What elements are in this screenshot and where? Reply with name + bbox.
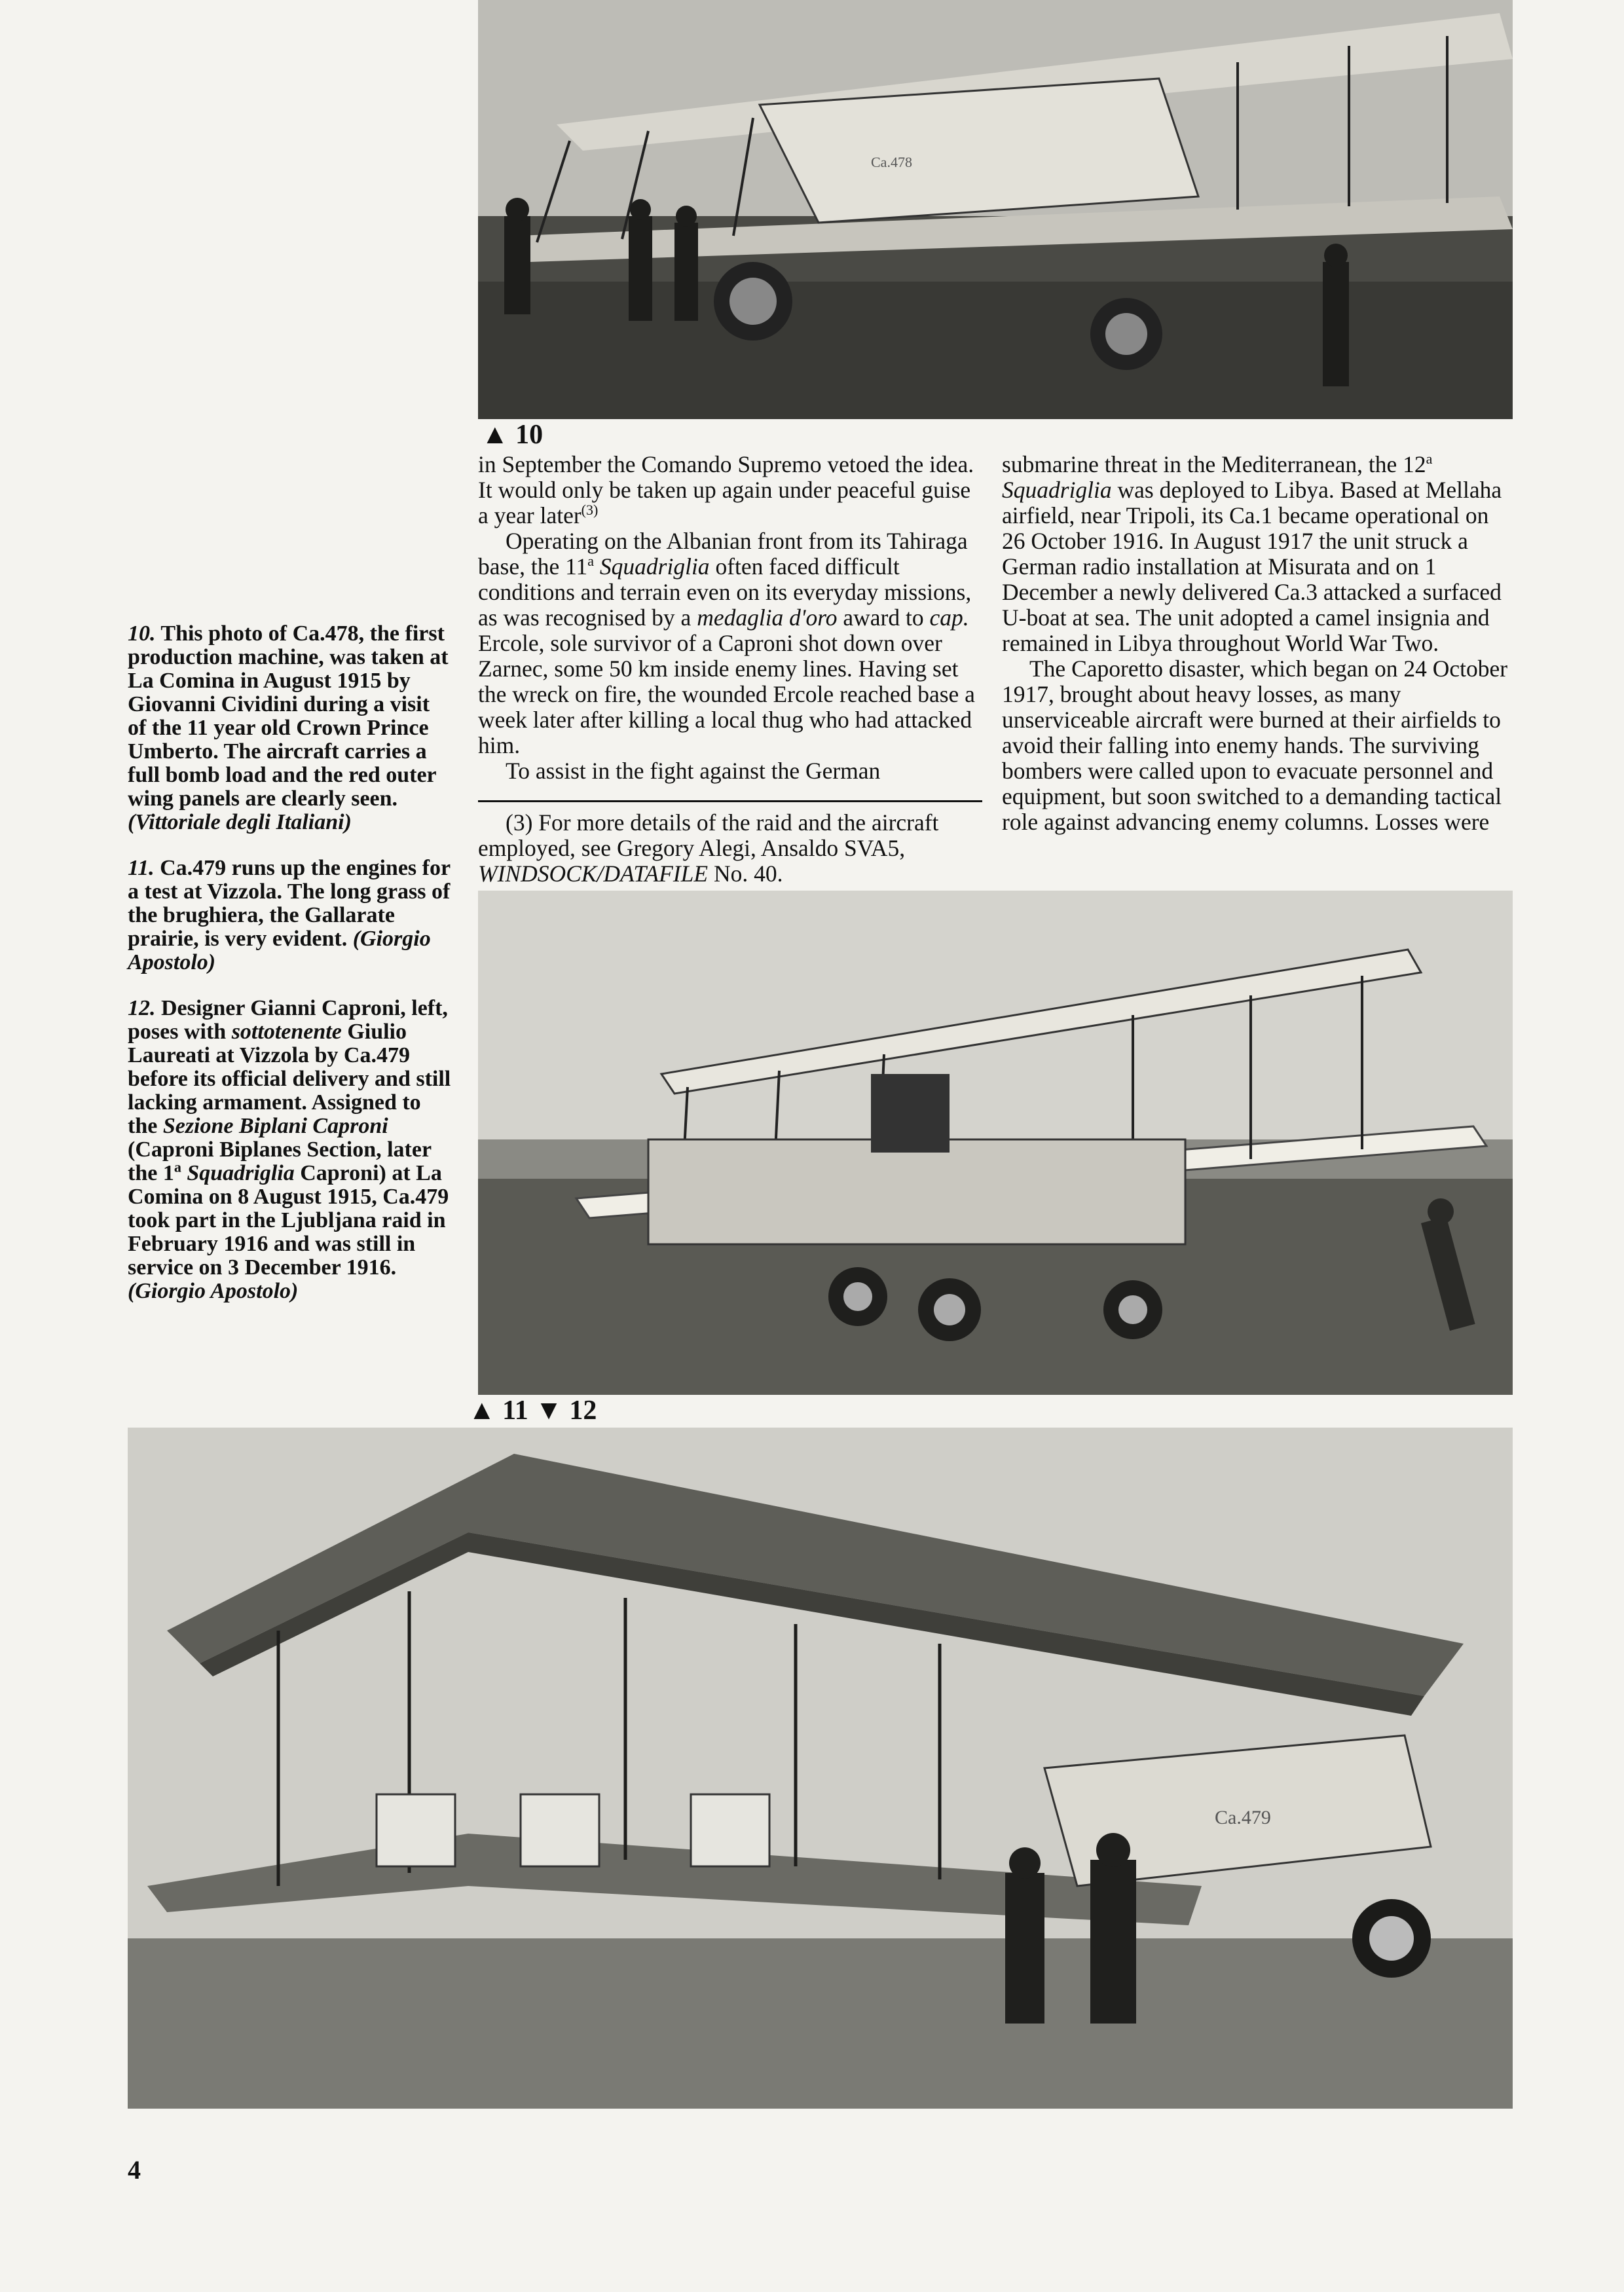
photo-12-caproni-and-laureati xyxy=(128,1428,1513,2109)
photo-10-ca478 xyxy=(478,0,1513,419)
col1-paragraph-1: in September the Comando Supremo vetoed the idea. It would only be taken up again under peaceful guise a year later$^{(3)}$ xyxy=(478,451,974,528)
caption-11: 11. Ca.479 runs up the engines for a test at Vizzola. The long grass of the brughiera, the Gallarate prairie, is very evident. (Giorgio Apostolo) xyxy=(128,856,451,974)
footnote-3: (3) For more details of the raid and the aircraft employed, see Gregory Alegi, Ansaldo SVA5, WINDSOCK/DATAFILE No. 40. xyxy=(478,809,939,887)
text-column-2 xyxy=(1002,452,1509,835)
photo-10-serial: Ca.478 xyxy=(871,154,912,170)
col2-paragraph-1: submarine threat in the Mediterranean, the 12$^a$ Squadriglia was deployed to Libya. Based at Mellaha airfield, near Tripoli, its Ca.1 became operational on 26 October 1916. In August 1917 the unit struck a German radio installation at Misurata and on 1 December a newly delivered Ca.3 attacked a surfaced U-boat at sea. The unit adopted a camel insignia and remained in Libya throughout World War Two. xyxy=(1002,451,1502,656)
col1-paragraph-2: Operating on the Albanian front from its Tahiraga base, the 11$^a$ Squadriglia often faced difficult conditions and terrain even on its everyday missions, as was recognised by a medaglia d'oro award to cap. Ercole, sole survivor of a Caproni shot down over Zarnec, some 50 km inside enemy lines. Having set the wreck on fire, the wounded Ercole reached base a week later after killing a local thug who had attacked him. xyxy=(478,528,975,758)
photo-11-12-marker: ▲ 11 ▼ 12 xyxy=(468,1396,597,1426)
page-number: 4 xyxy=(128,2155,141,2185)
photo-10-marker: ▲ 10 xyxy=(481,420,544,450)
caption-10: 10. This photo of Ca.478, the first production machine, was taken at La Comina in August 1915 by Giovanni Cividini during a visit of the 11 year old Crown Prince Umberto. The aircraft carries a full bomb load and the red outer wing panels are clearly seen. (Vittoriale degli Italiani) xyxy=(128,621,449,834)
footnote-rule xyxy=(478,800,982,802)
col1-paragraph-3: To assist in the fight against the German xyxy=(506,758,881,784)
caption-12: 12. Designer Gianni Caproni, left, poses with sottotenente Giulio Laureati at Vizzola by Ca.479 before its official delivery and still lacking armament. Assigned to the Sezione Biplani Caproni (Caproni Biplanes Section, later the 1$^a$ Squadriglia Caproni) at La Comina on 8 August 1915, Ca.479 took part in the Ljubljana raid in February 1916 and was still in service on 3 December 1916. (Giorgio Apostolo) xyxy=(128,996,451,1303)
col2-paragraph-2: The Caporetto disaster, which began on 24 October 1917, brought about heavy losses, as many unserviceable aircraft were burned at their airfields to avoid their falling into enemy hands. The surviving bombers were called upon to evacuate personnel and equipment, but soon switched to a demanding tactical role against advancing enemy columns. Losses were xyxy=(1002,656,1508,835)
captions-column xyxy=(128,622,452,1325)
photo-11-ca479-engine-run xyxy=(478,891,1513,1395)
text-column-1 xyxy=(478,452,982,887)
photo-12-serial: Ca.479 xyxy=(1215,1807,1271,1828)
